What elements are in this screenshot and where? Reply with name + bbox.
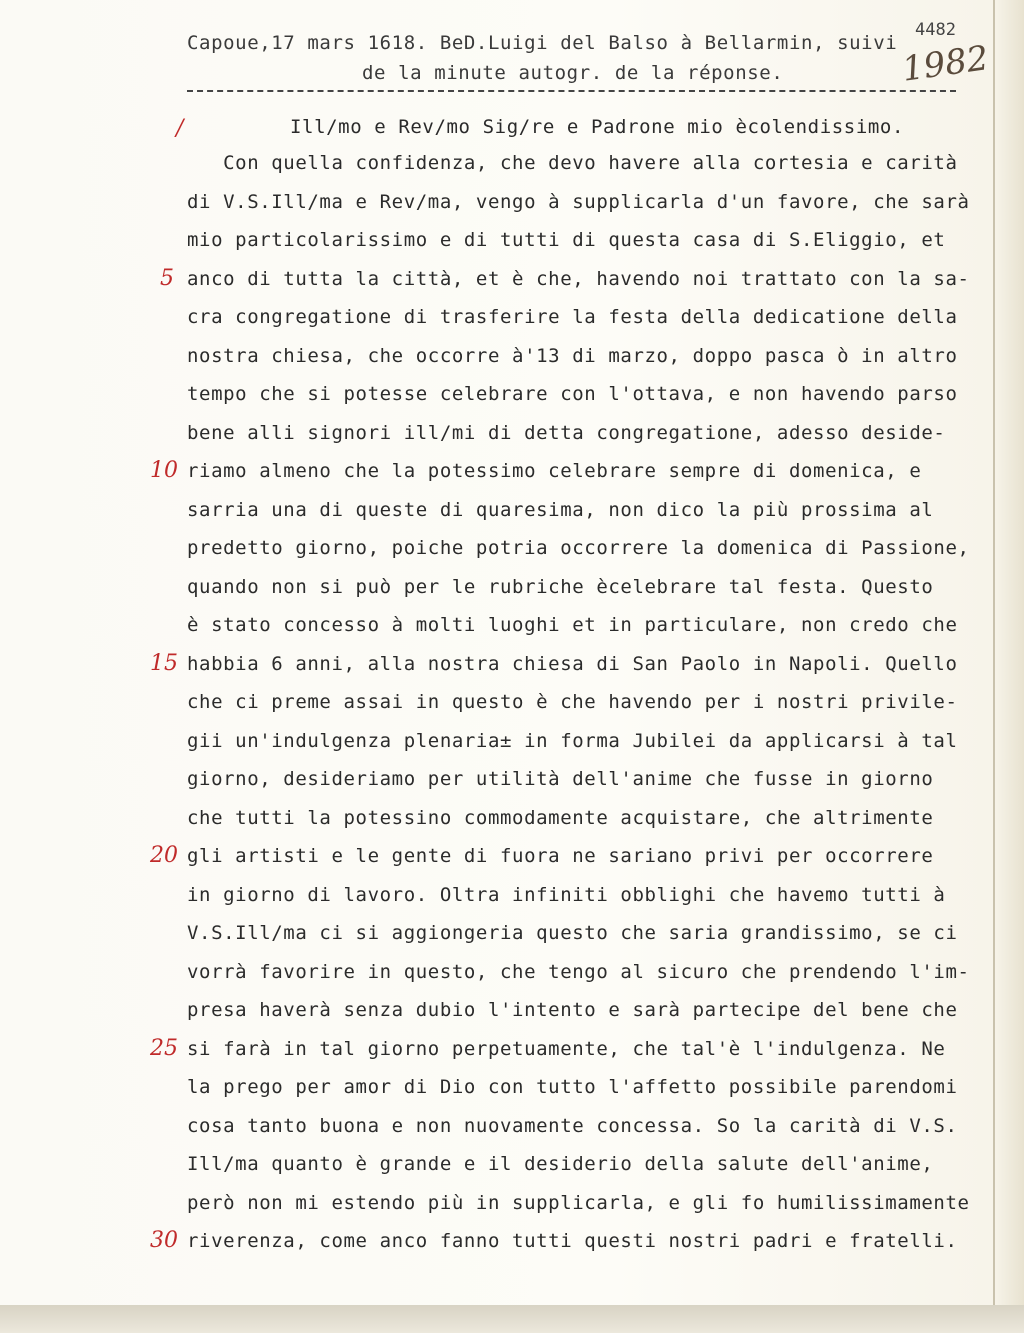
- line-number-marker: 10: [150, 458, 178, 483]
- line-number-marker: 20: [150, 843, 178, 868]
- page-bottom-shadow: [0, 1305, 1024, 1333]
- line-number-marker: 30: [150, 1228, 178, 1253]
- text-line: bene alli signori ill/mi di detta congregatione, adesso deside-: [187, 421, 946, 444]
- text-line: in giorno di lavoro. Oltra infiniti obblighi che havemo tutti à: [187, 883, 946, 906]
- line-number-marker: 25: [150, 1035, 178, 1061]
- text-line: V.S.Ill/ma ci si aggiongeria questo che saria grandissimo, se ci: [187, 922, 958, 944]
- text-line: cosa tanto buona e non nuovamente concessa. So la carità di V.S.: [187, 1114, 958, 1137]
- text-line: di V.S.Ill/ma e Rev/ma, vengo à supplicarla d'un favore, che sarà: [187, 190, 970, 213]
- text-line: che tutti la potessino commodamente acquistare, che altrimente: [187, 806, 934, 829]
- text-line: quando non si può per le rubriche ècelebrare tal festa. Questo: [187, 575, 934, 598]
- line-number-marker: 5: [160, 265, 174, 291]
- text-line: la prego per amor di Dio con tutto l'affetto possibile parendomi: [187, 1076, 958, 1098]
- text-line: è stato concesso à molti luoghi et in particulare, non credo che: [187, 614, 958, 636]
- archive-number: 4482: [915, 20, 956, 40]
- handwritten-number: 1982: [899, 38, 991, 90]
- text-line: anco di tutta la città, et è che, havendo noi trattato con la sa-: [187, 267, 970, 290]
- text-line: Ill/ma quanto è grande e il desiderio della salute dell'anime,: [187, 1153, 934, 1175]
- text-line: gli artisti e le gente di fuora ne sariano privi per occorrere: [187, 845, 934, 867]
- text-line: cra congregatione di trasferire la festa della dedicatione della: [187, 306, 958, 328]
- text-line: giorno, desideriamo per utilità dell'anime che fusse in giorno: [187, 768, 934, 790]
- text-line: si farà in tal giorno perpetuamente, che tal'è l'indulgenza. Ne: [187, 1037, 946, 1060]
- text-line: predetto giorno, poiche potria occorrere la domenica di Passione,: [187, 537, 970, 559]
- header-divider: [187, 90, 956, 92]
- text-line: nostra chiesa, che occorre à'13 di marzo, doppo pasca ò in altro: [187, 344, 958, 367]
- text-line: Con quella confidenza, che devo havere alla cortesia e carità: [187, 152, 958, 174]
- text-line: tempo che si potesse celebrare con l'ottava, e non havendo parso: [187, 383, 958, 405]
- salutation: Ill/mo e Rev/mo Sig/re e Padrone mio ècolendissimo.: [290, 116, 904, 138]
- text-line: habbia 6 anni, alla nostra chiesa di San Paolo in Napoli. Quello: [187, 652, 958, 675]
- text-line: mio particolarissimo e di tutti di questa casa di S.Eliggio, et: [187, 229, 946, 251]
- text-line: però non mi estendo più in supplicarla, e gli fo humilissimamente: [187, 1191, 970, 1214]
- text-line: che ci preme assai in questo è che havendo per i nostri privile-: [187, 691, 958, 713]
- page-edge: [993, 0, 995, 1305]
- header-line-2: de la minute autogr. de la réponse.: [362, 62, 784, 84]
- text-line: presa haverà senza dubio l'intento e sarà partecipe del bene che: [187, 999, 958, 1021]
- salutation-marker: /: [176, 116, 184, 141]
- header-line-1: Capoue,17 mars 1618. BeD.Luigi del Balso à Bellarmin, suivi: [187, 32, 898, 54]
- text-line: vorrà favorire in questo, che tengo al sicuro che prendendo l'im-: [187, 960, 970, 983]
- text-line: riamo almeno che la potessimo celebrare sempre di domenica, e: [187, 460, 922, 482]
- text-line: riverenza, come anco fanno tutti questi nostri padri e fratelli.: [187, 1230, 958, 1252]
- line-number-marker: 15: [150, 650, 178, 676]
- text-line: gii un'indulgenza plenaria± in forma Jubilei da applicarsi à tal: [187, 729, 958, 752]
- text-line: sarria una di queste di quaresima, non dico la più prossima al: [187, 498, 934, 521]
